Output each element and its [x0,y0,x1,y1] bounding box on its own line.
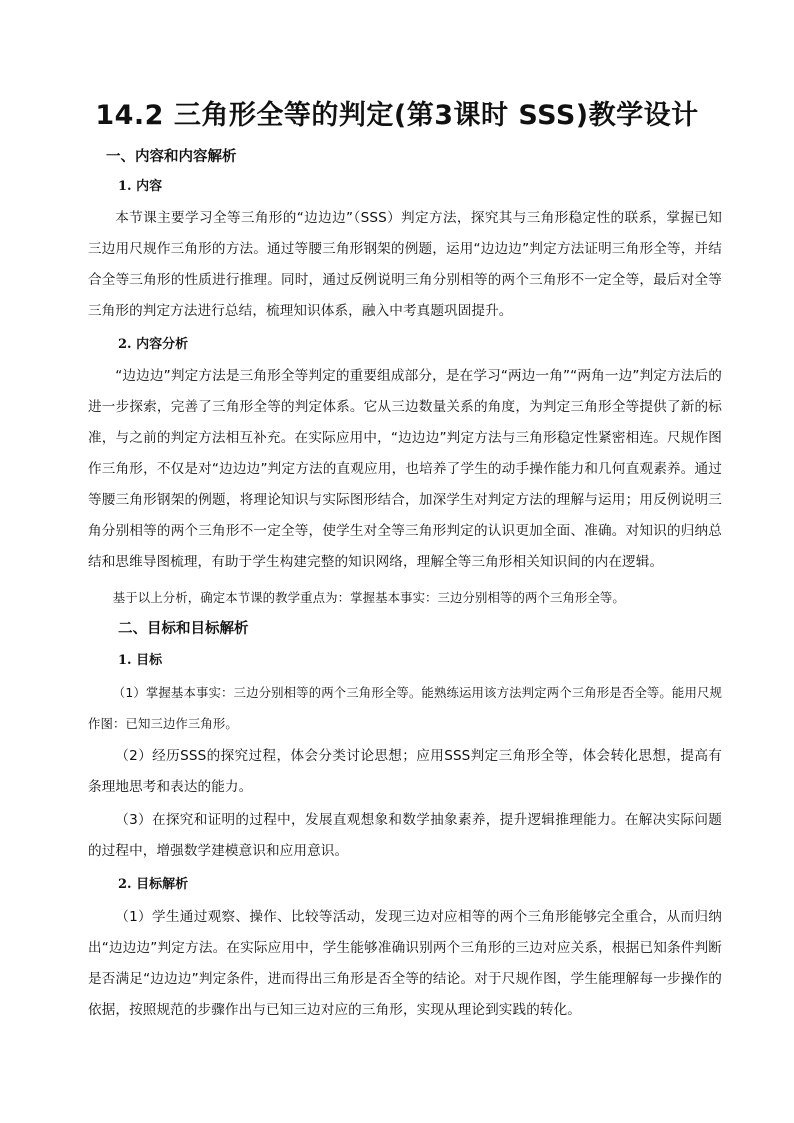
subsection-heading-goals: 1. 目标 [118,653,163,668]
paragraph-goal-2: （2）经历SSS的探究过程，体会分类讨论思想；应用SSS判定三角形全等，体会转化思想，提高有条理地思考和表达的能力。 [88,748,722,795]
section-heading-goals: 二、目标和目标解析 [118,621,249,637]
paragraph-goal-1: （1）掌握基本事实：三边分别相等的两个三角形全等。能熟练运用该方法判定两个三角形是否全等。能用尺规作图：已知三边作三角形。 [88,685,722,731]
paragraph-content-analysis: “边边边”判定方法是三角形全等判定的重要组成部分，是在学习“两边一角”“两角一边”判定方法后的进一步探索，完善了三角形全等的判定体系。它从三边数量关系的角度，为判定三角形全等提供了新的标准，与之前的判定方法相互补充。在实际应用中，“边边边”判定方法与三角形稳定性紧密相连。尺规作图作三角形，不仅是对“边边边”判定方法的直观应用，也培养了学生的动手操作能力和几何直观素养。通过等腰三角形钢架的例题，将理论知识与实际图形结合，加深学生对判定方法的理解与运用；用反例说明三角分别相等的两个三角形不一定全等，使学生对全等三角形判定的认识更加全面、准确。对知识的归纳总结和思维导图梳理，有助于学生构建完整的知识网络，理解全等三角形相关知识间的内在逻辑。 [88,368,722,570]
paragraph-teaching-focus: 基于以上分析，确定本节课的教学重点为：掌握基本事实：三边分别相等的两个三角形全等。 [112,590,625,605]
paragraph-content: 本节课主要学习全等三角形的“边边边”（SSS）判定方法，探究其与三角形稳定性的联系，掌握已知三边用尺规作三角形的方法。通过等腰三角形钢架的例题，运用“边边边”判定方法证明三角形全等，并结合全等三角形的性质进行推理。同时，通过反例说明三角分别相等的两个三角形不一定全等，最后对全等三角形的判定方法进行总结，梳理知识体系，融入中考真题巩固提升。 [88,210,722,319]
subsection-heading-goal-analysis: 2. 目标解析 [118,877,189,892]
subsection-heading-content-analysis: 2. 内容分析 [118,337,189,352]
paragraph-goal-3: （3）在探究和证明的过程中，发展直观想象和数学抽象素养，提升逻辑推理能力。在解决实际问题的过程中，增强数学建模意识和应用意识。 [88,812,722,859]
subsection-heading-content: 1. 内容 [118,179,163,194]
document-title: 14.2 三角形全等的判定(第3课时 SSS)教学设计 [95,100,699,131]
paragraph-goal-analysis-1: （1）学生通过观察、操作、比较等活动，发现三边对应相等的两个三角形能够完全重合，从而归纳出“边边边”判定方法。在实际应用中，学生能够准确识别两个三角形的三边对应关系，根据已知条件判断是否满足“边边边”判定条件，进而得出三角形是否全等的结论。对于尺规作图，学生能理解每一步操作的依据，按照规范的步骤作出与已知三边对应的三角形，实现从理论到实践的转化。 [88,909,722,1018]
section-heading-content: 一、内容和内容解析 [106,149,237,165]
